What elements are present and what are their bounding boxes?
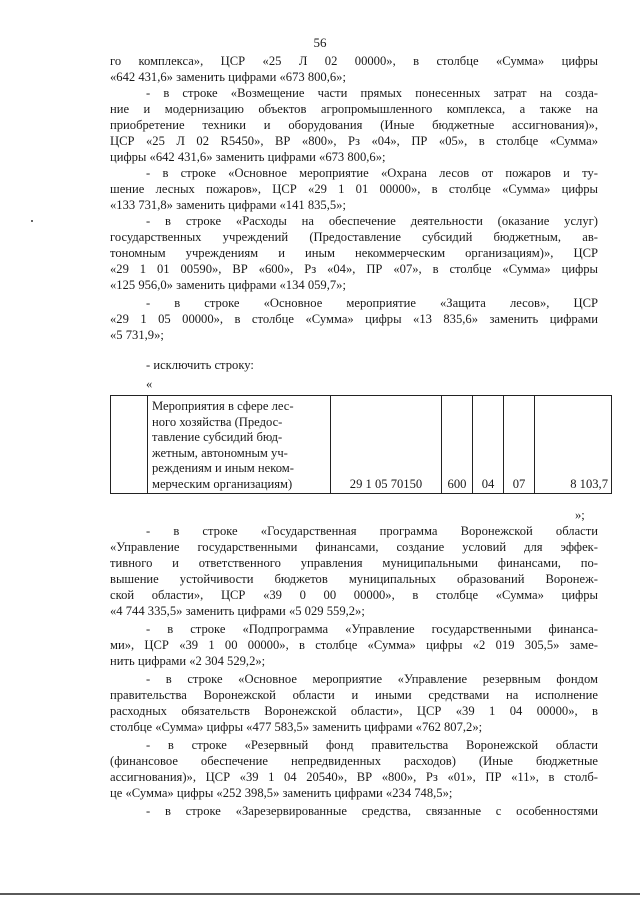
- pr-cell: 07: [504, 396, 535, 494]
- text-line: це «Сумма» цифры «252 398,5» заменить цифрами «234 748,5»;: [110, 786, 453, 800]
- open-quote: «: [146, 377, 153, 391]
- text-line: ЦСР «25 Л 02 R5450», ВР «800», Рз «04», ПР «05», в столбце «Сумма»: [110, 134, 598, 148]
- text-line: го комплекса», ЦСР «25 Л 02 00000», в столбце «Сумма» цифры: [110, 54, 598, 68]
- text-line: - в строке «Государственная программа Воронежской области: [146, 524, 598, 538]
- text-line: ассигнования)», ЦСР «39 1 04 20540», ВР «800», Рз «01», ПР «11», в столб-: [110, 770, 598, 784]
- sum-cell: 8 103,7: [535, 396, 612, 494]
- text-line: ми», ЦСР «39 1 00 00000», в столбце «Сумма» цифры «2 019 305,5» заме-: [110, 638, 598, 652]
- text-line: вышение устойчивости бюджетов муниципальных образований Воронеж-: [110, 572, 598, 586]
- text-line: столбце «Сумма» цифры «477 583,5» заменить цифрами «762 807,2»;: [110, 720, 483, 734]
- text-line: нить цифрами «2 304 529,2»;: [110, 654, 266, 668]
- csr-cell: 29 1 05 70150: [331, 396, 442, 494]
- text-line: правительства Воронежской области и иными средствами на исполнение: [110, 688, 598, 702]
- text-line: «Управление государственными финансами, создание условий для эффек-: [110, 540, 598, 554]
- empty-cell: [111, 396, 148, 494]
- scan-speck: [31, 220, 33, 222]
- text-line: шение лесных пожаров», ЦСР «29 1 01 00000», в столбце «Сумма» цифры: [110, 182, 598, 196]
- text-line: ние и модернизацию объектов агропромышленного комплекса, а также на: [110, 102, 598, 116]
- page-number: 56: [313, 35, 327, 50]
- text-line: «133 731,8» заменить цифрами «141 835,5»;: [110, 198, 346, 212]
- excluded-row-table: [110, 395, 612, 494]
- close-quote: »;: [575, 508, 585, 522]
- row-name-line: тавление субсидий бюд-: [152, 430, 283, 445]
- text-line: «125 956,0» заменить цифрами «134 059,7»;: [110, 278, 346, 292]
- text-line: «5 731,9»;: [110, 328, 164, 342]
- text-line: - в строке «Возмещение части прямых понесенных затрат на созда-: [146, 86, 598, 100]
- text-line: тивного и ответственного управления муниципальными финансами, по-: [110, 556, 598, 570]
- text-line: - в строке «Зарезервированные средства, связанные с особенностями: [146, 804, 598, 818]
- text-line: цифры «642 431,6» заменить цифрами «673 800,6»;: [110, 150, 386, 164]
- text-line: - в строке «Основное мероприятие «Защита лесов», ЦСР: [146, 296, 598, 310]
- text-line: (финансовое обеспечение непредвиденных расходов) (Иные бюджетные: [110, 754, 598, 768]
- row-name-line: Мероприятия в сфере лес-: [152, 399, 294, 413]
- text-line: «4 744 335,5» заменить цифрами «5 029 559,2»;: [110, 604, 365, 618]
- text-line: расходных обязательств Воронежской области», ЦСР «39 1 04 00000», в: [110, 704, 598, 718]
- row-name-line: реждениям и иным неком-: [152, 461, 294, 476]
- text-line: «29 1 05 00000», в столбце «Сумма» цифры «13 835,6» заменить цифрами: [110, 312, 598, 326]
- text-line: - исключить строку:: [146, 358, 254, 372]
- row-name-line: ного хозяйства (Предос-: [152, 414, 283, 429]
- text-line: ской области», ЦСР «39 0 00 00000», в столбце «Сумма» цифры: [110, 588, 598, 602]
- row-name-cell: [148, 396, 331, 494]
- rz-cell: 04: [473, 396, 504, 494]
- row-name-line: мерческим организациям): [152, 476, 293, 491]
- text-line: «642 431,6» заменить цифрами «673 800,6»;: [110, 70, 346, 84]
- text-line: - в строке «Расходы на обеспечение деятельности (оказание услуг): [146, 214, 598, 228]
- text-line: - в строке «Основное мероприятие «Управление резервным фондом: [146, 672, 598, 686]
- row-name-line: жетным, автономным уч-: [152, 445, 288, 460]
- text-line: - в строке «Основное мероприятие «Охрана лесов от пожаров и ту-: [146, 166, 598, 180]
- text-line: тономным учреждениям и иным некоммерческим организациям)», ЦСР: [110, 246, 598, 260]
- vr-cell: 600: [442, 396, 473, 494]
- text-line: государственных учреждений (Предоставление субсидий бюджетным, ав-: [110, 230, 598, 244]
- table-row: [111, 396, 612, 494]
- scan-edge-line: [0, 893, 640, 895]
- text-line: - в строке «Подпрограмма «Управление государственными финанса-: [146, 622, 598, 636]
- text-line: - в строке «Резервный фонд правительства Воронежской области: [146, 738, 598, 752]
- text-line: «29 1 01 00590», ВР «600», Рз «04», ПР «07», в столбце «Сумма» цифры: [110, 262, 598, 276]
- text-line: приобретение техники и оборудования (Иные бюджетные ассигнования)»,: [110, 118, 598, 132]
